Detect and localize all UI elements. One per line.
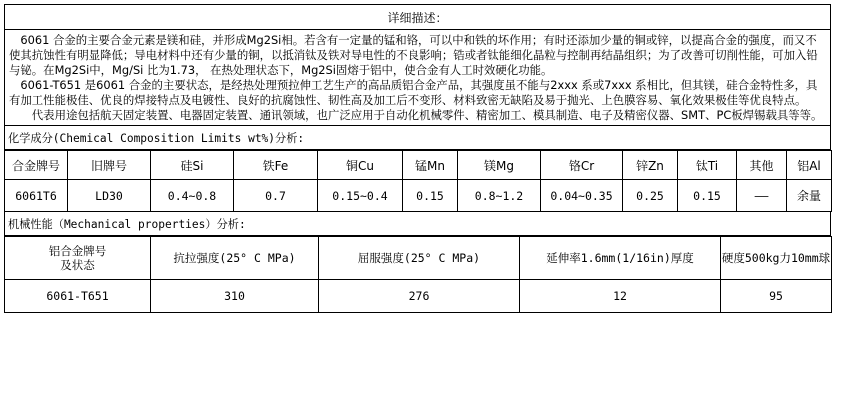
description-paragraph-1: 6061 合金的主要合金元素是镁和硅，并形成Mg2Si相。若含有一定量的锰和铬，可以中和铁的坏作用；有时还添加少量的铜或锌，以提高合金的强度，而又不使其抗蚀性有明显降低；导电材料中还有少量的铜，以抵消钛及铁对导电性的不良影响；锆或者钛能细化晶粒与控制再结晶组织；为了改善可切削性能，可加入铅与铋。在Mg2Si中，Mg/Si 比为1.73， 在热处理状态下，Mg2Si固熔于铝中，使合金有人工时效硬化功能。 <box>9 33 818 77</box>
chemical-label-text: 化学成分(Chemical Composition Limits wt%)分析: <box>8 131 305 145</box>
mech-value-cell: 310 <box>151 280 319 313</box>
chem-value-cell: 0.15 <box>403 180 458 212</box>
mechanical-section-label <box>4 212 831 236</box>
description-paragraph-3: 代表用途包括航天固定装置、电器固定装置、通讯领域，也广泛应用于自动化机械零件、精密加工、模具制造、电子及精密仪器、SMT、PC板焊锡载具等等。 <box>9 108 823 122</box>
mech-value-cell: 12 <box>520 280 721 313</box>
chemical-value-row <box>5 180 832 212</box>
chemical-section-label <box>4 126 831 150</box>
mech-value-cell: 276 <box>319 280 520 313</box>
mech-header-cell: 抗拉强度(25° C MPa) <box>151 237 319 280</box>
chem-header-cell: 旧牌号 <box>68 151 151 180</box>
chem-value-cell: 0.25 <box>623 180 678 212</box>
mech-value-cell: 6061-T651 <box>5 280 151 313</box>
chem-value-cell: 余量 <box>787 180 832 212</box>
mech-header-cell: 延伸率1.6mm(1/16in)厚度 <box>520 237 721 280</box>
chem-value-cell: LD30 <box>68 180 151 212</box>
chem-value-cell: 6061T6 <box>5 180 68 212</box>
chem-value-cell: 0.15 <box>678 180 737 212</box>
chem-value-cell: 0.7 <box>234 180 318 212</box>
chem-header-cell: 锰Mn <box>403 151 458 180</box>
chem-header-cell: 铝Al <box>787 151 832 180</box>
description-block <box>4 30 831 126</box>
product-detail <box>4 4 831 313</box>
detail-title: 详细描述： <box>387 10 448 25</box>
chemical-composition-table <box>4 150 832 212</box>
chem-value-cell: —— <box>737 180 787 212</box>
chem-header-cell: 铬Cr <box>541 151 623 180</box>
mechanical-value-row <box>5 280 832 313</box>
chemical-header-row <box>5 151 832 180</box>
detail-title-bar <box>4 4 831 30</box>
chem-header-cell: 铁Fe <box>234 151 318 180</box>
chem-value-cell: 0.4~0.8 <box>151 180 234 212</box>
chem-header-cell: 合金牌号 <box>5 151 68 180</box>
chem-header-cell: 镁Mg <box>458 151 541 180</box>
chem-header-cell: 铜Cu <box>318 151 403 180</box>
chem-value-cell: 0.8~1.2 <box>458 180 541 212</box>
mech-value-cell: 95 <box>721 280 832 313</box>
mechanical-header-row <box>5 237 832 280</box>
chem-value-cell: 0.15~0.4 <box>318 180 403 212</box>
chem-header-cell: 钛Ti <box>678 151 737 180</box>
chem-header-cell: 硅Si <box>151 151 234 180</box>
mech-header-cell: 铝合金牌号 及状态 <box>5 237 151 280</box>
mech-header-cell: 硬度500kg力10mm球 <box>721 237 832 280</box>
chem-header-cell: 锌Zn <box>623 151 678 180</box>
chem-value-cell: 0.04~0.35 <box>541 180 623 212</box>
mechanical-properties-table <box>4 236 832 313</box>
mech-header-cell: 屈服强度(25° C MPa) <box>319 237 520 280</box>
description-paragraph-2: 6061-T651 是6061 合金的主要状态，是经热处理预拉伸工艺生产的高品质铝合金产品，其强度虽不能与2xxx 系或7xxx 系相比，但其镁，硅合金特性多，具有加工性能极佳、优良的焊接特点及电镀性、良好的抗腐蚀性、韧性高及加工后不变形、材料致密无缺陷及易于抛光、上色膜容易、氧化效果极佳等优良特点。 <box>9 78 818 107</box>
mechanical-label-text: 机械性能（Mechanical properties）分析: <box>8 217 246 231</box>
chem-header-cell: 其他 <box>737 151 787 180</box>
